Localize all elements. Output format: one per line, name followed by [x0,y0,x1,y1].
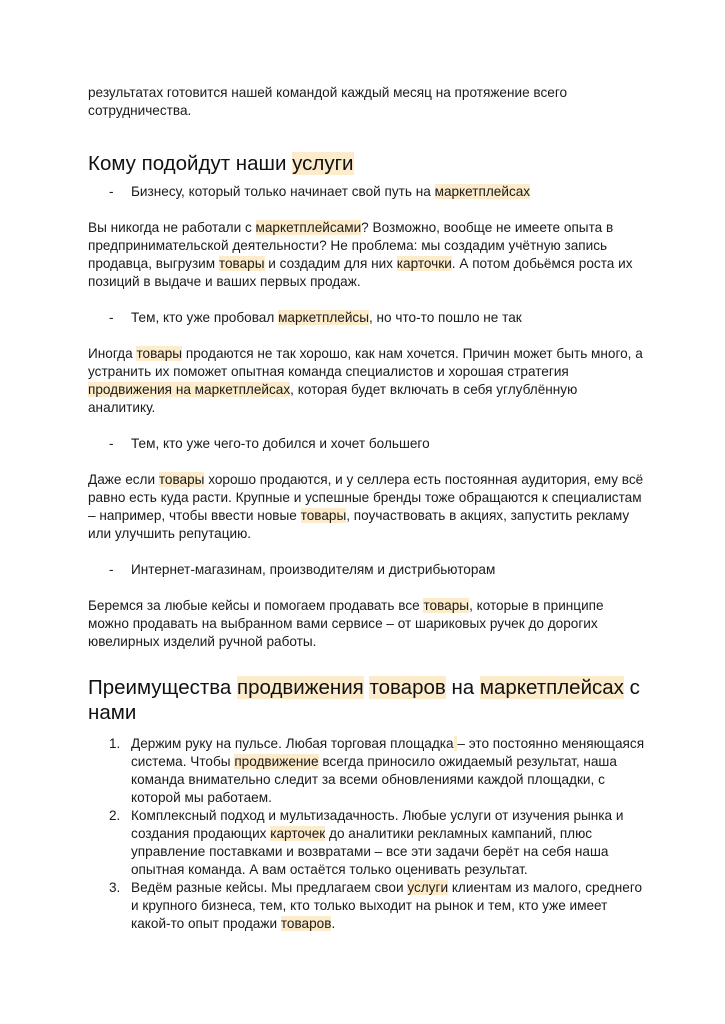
text: Вы никогда не работали с [88,220,256,235]
text: ? Возможно, вообще не имеете опыта в предпринимательской деятельности? Не проблема: мы создадим учётную запись продавца, выгрузим [88,220,614,271]
bullet-text: Интернет-магазинам, производителям и дистрибьюторам [131,562,496,577]
intro-line-1: результатах готовится нашей командой каждый месяц на протяжение всего [88,85,568,100]
section-heading-audience [88,151,648,176]
dash-bullet-icon: - [109,310,114,325]
text: – это постоянно меняющаяся система. Чтобы [131,736,645,769]
highlighted-term: маркетплейсах [434,184,531,199]
text: продаются не так хорошо, как нам хочется. Причин может быть много, а устранить их поможет опытная команда специалистов и хорошая стратегия [88,346,643,379]
text: Держим руку на пульсе. Любая торговая площадка [131,736,454,751]
list-item [88,879,648,933]
text: и создадим для них [264,256,397,271]
highlighted-term: товаров [369,676,446,699]
highlighted-term: карточек [270,826,326,841]
text: Иногда [88,346,137,361]
highlighted-term: услуги [292,152,354,175]
text: всегда приносило ожидаемый результат, наша команда внимательно следит за всеми обновлениями каждой площадки, с которой мы работаем. [131,754,617,805]
bullet-item [88,561,648,579]
heading-text: с нами [88,676,640,724]
highlighted-term: товары [158,472,205,487]
bullet-text: , но что-то пошло не так [368,310,522,325]
text: , которые в принципе можно продавать на выбранном вами сервисе – от шариковых ручек до дорогих ювелирных изделий ручной работы. [88,598,604,649]
advantages-list [88,735,648,933]
list-number: 1. [109,736,121,751]
bullet-text: Бизнесу, который только начинает свой путь на [131,184,435,199]
text: . [331,916,336,931]
text: . А потом добьёмся роста их позиций в выдаче и ваших первых продаж. [88,256,633,289]
intro-paragraph [88,84,648,120]
highlighted-term: товары [423,598,470,613]
text: Беремся за любые кейсы и помогаем продавать все [88,598,424,613]
heading-text: Преимущества [88,676,237,699]
text: хорошо продаются, и у селлера есть постоянная аудитория, ему всё равно есть куда расти. Крупные и успешные бренды тоже обращаются к специалистам – например, чтобы ввести новые [88,472,644,523]
highlighted-term: товары [300,508,347,523]
highlighted-term: товаров [280,916,332,931]
paragraph [88,345,648,417]
text: Ведём разные кейсы. Мы предлагаем свои [131,880,408,895]
list-item [88,735,648,807]
section-heading-advantages [88,675,648,725]
highlighted-term: маркетплейсах [479,676,624,699]
highlighted-term: продвижение [234,754,319,769]
text: до аналитики рекламных кампаний, плюс управление поставками и возвратами – все эти задачи берёт на себя наша опытная команда. А вам остаётся только оценивать результат. [131,826,609,877]
dash-bullet-icon: - [109,562,114,577]
intro-line-2: сотрудничества. [88,103,192,118]
highlighted-term: товары [136,346,183,361]
highlighted-term: услуги [407,880,449,895]
bullet-item [88,309,648,327]
heading-text: на [445,676,480,699]
highlighted-term: маркетплейсы [278,310,369,325]
dash-bullet-icon: - [109,184,114,199]
paragraph [88,471,648,543]
text: клиентам из малого, среднего и крупного бизнеса, тем, кто только выходит на рынок и тем, кто уже имеет какой-то опыт продажи [131,880,643,931]
highlighted-term: продвижения на маркетплейсах [88,382,291,397]
list-item [88,807,648,879]
bullet-item [88,183,648,201]
paragraph [88,219,648,291]
bullet-item [88,435,648,453]
paragraph [88,597,648,651]
list-number: 3. [109,880,121,895]
highlighted-term: продвижения [237,676,364,699]
highlighted-term: карточки [396,256,452,271]
list-number: 2. [109,808,121,823]
bullet-text: Тем, кто уже чего-то добился и хочет большего [131,436,430,451]
text: , поучаствовать в акциях, запустить рекламу или улучшить репутацию. [88,508,630,541]
text: Комплексный подход и мультизадачность. Любые услуги от изучения рынка и создания продающих [131,808,624,841]
document-body [88,84,648,933]
text: , которая будет включать в себя углублённую аналитику. [88,382,578,415]
text: Даже если [88,472,159,487]
highlighted-term: маркетплейсами [255,220,362,235]
heading-text: Кому подойдут наши [88,152,293,175]
highlighted-term: товары [218,256,265,271]
bullet-text: Тем, кто уже пробовал [131,310,279,325]
dash-bullet-icon: - [109,436,114,451]
